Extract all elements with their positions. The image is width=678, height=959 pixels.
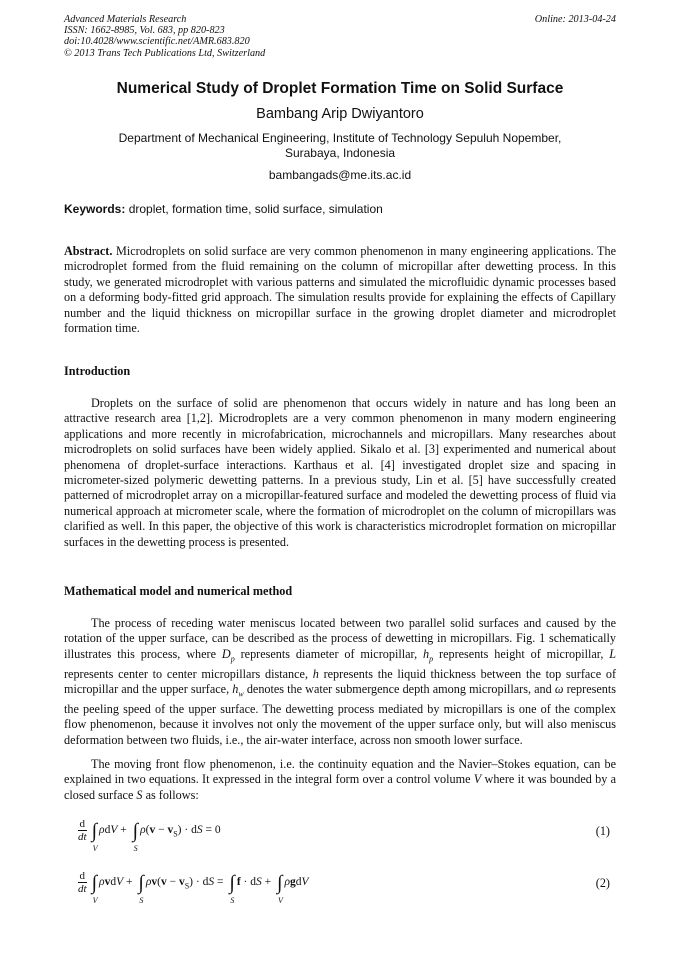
math-p2-text-a: The moving front flow phenomenon, i.e. the continuity equation and the Navier–Stokes equation, can be explained in two equations. It expressed in the integral form over a control volume [64, 757, 616, 787]
affiliation: Department of Mechanical Engineering, Institute of Technology Sepuluh Nopember, Surabaya, Indonesia [118, 131, 562, 160]
surface-integral-sign: ∫ S [229, 871, 235, 905]
symbol-hp: h [423, 646, 430, 661]
math-p2-text-b: where it was bounded by a closed surface [64, 772, 617, 802]
abstract-text: Microdroplets on solid surface are very common phenomenon in many engineering applications. The microdroplet formed from the fluid remaining on the column of micropillar after dewetting process. In this study, we generated microdroplet with various patterns and simulated the microfluidic dynamic processes based on a deforming body-fitted grid approach. The simulation results provide for explaining the effects of Capillary number and the liquid thickness on micropillar surface in the growing droplet diameter and microdroplet formation time. [64, 244, 617, 336]
symbol-v: V [473, 772, 482, 787]
math-paragraph-1 [64, 616, 616, 748]
math-p1-text-c: represents height of micropillar, [439, 646, 604, 661]
equation-2 [78, 870, 616, 905]
math-p1-text-g: represents the peeling speed of the upper surface. The dewetting process mediated by micropillars is one of the complex flow phenomenon, because it involves not only the movement of the upper surface only, but will also meniscus deformation between two fluids, i.e., the air-water interface, across non smooth lower surface. [64, 682, 616, 747]
author-email: bambangads@me.its.ac.id [268, 168, 412, 182]
math-p1-text-a: The process of receding water meniscus located between two parallel solid surfaces and caused by the rotation of the upper surface, can be described as the process of dewetting in micropillars. Fig. 1 schematically illustrates this process, where [64, 616, 616, 661]
equation-2-expression: $\frac{d}{dt}$ ∫ V ρvdV + ∫ S $\rho v(v - v_S)$ · dS = ∫ S f · dS + ∫ V ρgdV [78, 870, 309, 905]
symbol-dp: D [221, 646, 231, 661]
symbol-hp-sub: p [429, 654, 434, 664]
symbol-hw: h [232, 682, 239, 697]
volume-integral-sign: ∫ V [91, 819, 98, 853]
introduction-heading: Introduction [64, 364, 131, 378]
volume-integral-sign: ∫ V [277, 871, 283, 905]
introduction-paragraph: Droplets on the surface of solid are phenomenon that occurs widely in nature and has long been an attractive research area [1,2]. Microdroplets are a very common phenomenon in many modern engineering applications and more recently in microfabrication, microchannels and micropillars. Many researches about microdroplets on solid surfaces have been widely applied. Sikalo et al. [3] experimented and numerical about phenomena of droplet-surface interactions. Karthaus et al. [4] investigated droplet size and spacing in micrometer-sized polymeric dewetting patterns. In a previous study, Lin et al. [5] have successfully created patterned of microdroplet array on a micropillar-featured surface and modeled the dewetting process of fluid via numerical approach at micrometer scale, where the formation of microdroplet on the column of micropillars was clarified as well. In this paper, the objective of this work is characteristics microdroplet formation on micropillar surfaces in the dewetting process is presented. [64, 396, 616, 549]
math-p1-text-b: represents diameter of micropillar, [240, 646, 418, 661]
equation-2-number: (2) [595, 876, 610, 890]
math-p1-text-d: represents center to center micropillars distance, [64, 666, 308, 681]
issn-line: ISSN: 1662-8985, Vol. 683, pp 820-823 [64, 25, 225, 37]
symbol-s: S [136, 787, 143, 802]
equation-1 [78, 818, 616, 853]
doi-line: doi:10.4028/www.scientific.net/AMR.683.820 [64, 36, 250, 48]
equation-1-expression: $\frac{d}{dt}$ ∫ V ρdV + ∫ S $\rho(v - v_S)$ · dS = 0 [78, 818, 221, 853]
symbol-hw-sub: w [238, 689, 244, 699]
math-p1-text-e: represents the liquid thickness between the top surface of micropillar and the upper surface, [64, 666, 617, 697]
symbol-h: h [312, 666, 319, 681]
abstract-label: Abstract. [64, 244, 113, 258]
math-p1-text-f: denotes the water submergence depth among micropillars, and [246, 682, 552, 697]
keywords-text: droplet, formation time, solid surface, simulation [128, 202, 383, 216]
keywords [64, 202, 616, 216]
abstract [64, 244, 616, 336]
equation-1-number: (1) [595, 824, 610, 838]
derivative-operator: $\frac{d}{dt}$ [78, 818, 87, 843]
math-paragraph-2 [64, 757, 616, 803]
journal-header [64, 14, 616, 59]
author-name: Bambang Arip Dwiyantoro [256, 106, 424, 122]
derivative-operator: $\frac{d}{dt}$ [78, 870, 87, 895]
surface-integral-sign: ∫ S [138, 871, 144, 905]
paper-title: Numerical Study of Droplet Formation Time on Solid Surface [116, 80, 564, 97]
volume-integral-sign: ∫ V [91, 871, 98, 905]
surface-integral-sign: ∫ S [132, 819, 139, 853]
symbol-omega: ω [554, 682, 564, 697]
online-date: Online: 2013-04-24 [534, 14, 616, 25]
copyright-line: © 2013 Trans Tech Publications Ltd, Switzerland [64, 47, 266, 59]
symbol-l: L [609, 646, 617, 661]
math-model-heading: Mathematical model and numerical method [64, 584, 293, 598]
journal-name: Advanced Materials Research [64, 14, 187, 25]
keywords-label: Keywords: [64, 202, 126, 216]
symbol-dp-sub: p [230, 654, 235, 664]
math-p2-text-c: as follows: [145, 787, 199, 802]
